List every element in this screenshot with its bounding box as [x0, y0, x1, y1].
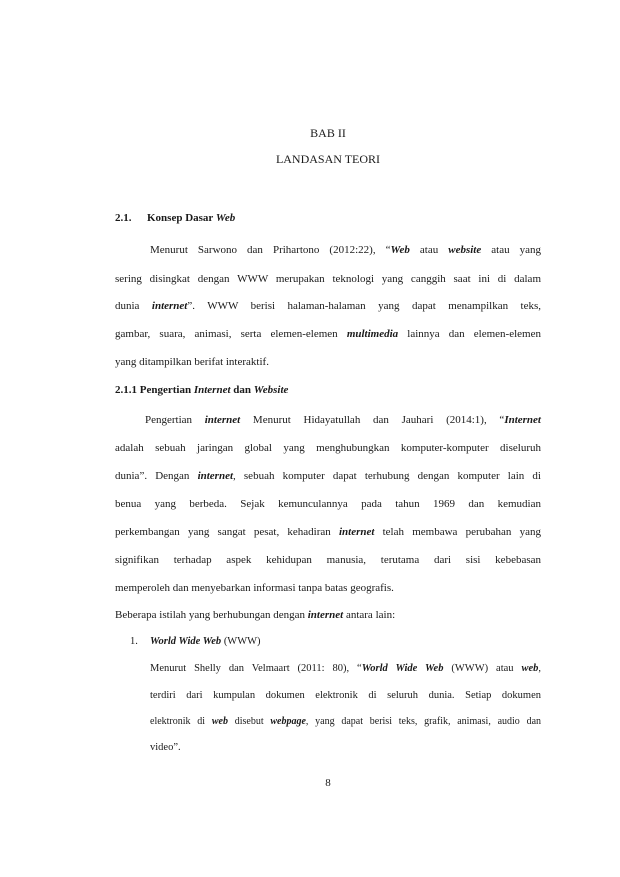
section-heading-2-1	[115, 212, 235, 224]
paragraph-line	[115, 469, 541, 483]
section-heading-2-1-1	[115, 384, 288, 396]
text-run: , yang dapat berisi teks, grafik, animasi, audio dan	[305, 716, 542, 727]
list-item-line: terdiri dari kumpulan dokumen elektronik di seluruh dunia. Setiap dokumen	[150, 690, 541, 701]
list-item-line	[150, 715, 541, 729]
text-run-italic: web	[211, 716, 228, 727]
text-run: Menurut Hidayatullah dan Jauhari (2014:1), “	[240, 414, 505, 426]
text-run-italic: Website	[253, 384, 289, 396]
text-run-italic: Internet	[193, 384, 231, 396]
text-run-italic: World Wide Web	[361, 663, 444, 674]
text-run: Menurut Shelly dan Velmaart (2011: 80), “	[150, 663, 362, 674]
text-run: telah membawa perubahan yang	[374, 526, 541, 538]
paragraph-line	[115, 299, 541, 313]
text-run-italic: Internet	[504, 414, 541, 426]
text-run: Pengertian	[145, 414, 205, 426]
text-run: atau	[409, 244, 449, 256]
text-run: gambar, suara, animasi, serta elemen-elemen	[115, 328, 347, 340]
chapter-label: BAB II	[310, 126, 346, 140]
paragraph-line	[150, 243, 541, 257]
text-run: lainnya dan elemen-elemen	[398, 328, 541, 340]
text-run: perkembangan yang sangat pesat, kehadiran	[115, 526, 339, 538]
chapter-title: LANDASAN TEORI	[275, 152, 381, 166]
paragraph-line	[115, 525, 541, 539]
text-run: dunia”. Dengan	[115, 470, 198, 482]
text-run: , sebuah komputer dapat terhubung dengan komputer lain di	[233, 470, 541, 482]
section-title-italic: Web	[215, 212, 236, 224]
text-run: atau yang	[481, 244, 541, 256]
text-run: Menurut Sarwono dan Prihartono (2012:22), “	[150, 244, 391, 256]
paragraph-line	[115, 327, 541, 341]
text-run: Beberapa istilah yang berhubungan dengan	[115, 609, 308, 621]
list-item-line: video”.	[150, 742, 181, 753]
text-run: elektronik di	[150, 716, 212, 727]
section-number: 2.1.	[115, 212, 132, 224]
text-run: antara lain:	[343, 609, 396, 621]
paragraph-line: adalah sebuah jaringan global yang menghubungkan komputer-komputer diseluruh	[115, 442, 541, 454]
page-number: 8	[325, 777, 331, 789]
intro-line	[115, 608, 541, 622]
paragraph-line	[145, 413, 541, 427]
text-run: ,	[538, 663, 541, 674]
text-run: ”. WWW berisi halaman-halaman yang dapat menampilkan teks,	[187, 300, 541, 312]
paragraph-line: benua yang berbeda. Sejak kemunculannya pada tahun 1969 dan kemudian	[115, 498, 541, 510]
text-run: dan	[230, 384, 254, 396]
list-item-title	[130, 636, 261, 647]
section-title: Konsep Dasar	[147, 212, 216, 224]
text-run: (WWW)	[221, 636, 261, 647]
text-run-italic: internet	[338, 526, 375, 538]
text-run-italic: World Wide Web	[150, 636, 222, 647]
text-run: disebut	[227, 716, 271, 727]
text-run-italic: internet	[197, 470, 234, 482]
paragraph-line: yang ditampilkan berifat interaktif.	[115, 356, 269, 368]
text-run-italic: webpage	[270, 716, 306, 727]
text-run: dunia	[115, 300, 152, 312]
text-run: 2.1.1 Pengertian	[115, 384, 194, 396]
list-item-line	[150, 662, 541, 676]
text-run: (WWW) atau	[443, 663, 522, 674]
text-run-italic: internet	[151, 300, 188, 312]
paragraph-line: memperoleh dan menyebarkan informasi tanpa batas geografis.	[115, 582, 394, 594]
text-run-italic: multimedia	[346, 328, 399, 340]
text-run-italic: internet	[307, 609, 344, 621]
text-run-italic: website	[448, 244, 482, 256]
text-run-italic: internet	[204, 414, 241, 426]
text-run-italic: Web	[390, 244, 410, 256]
text-run-italic: web	[521, 663, 539, 674]
list-number: 1.	[130, 636, 138, 647]
paragraph-line: signifikan terhadap aspek kehidupan manusia, terutama dari sisi kebebasan	[115, 554, 541, 566]
paragraph-line: sering disingkat dengan WWW merupakan teknologi yang canggih saat ini di dalam	[115, 273, 541, 285]
